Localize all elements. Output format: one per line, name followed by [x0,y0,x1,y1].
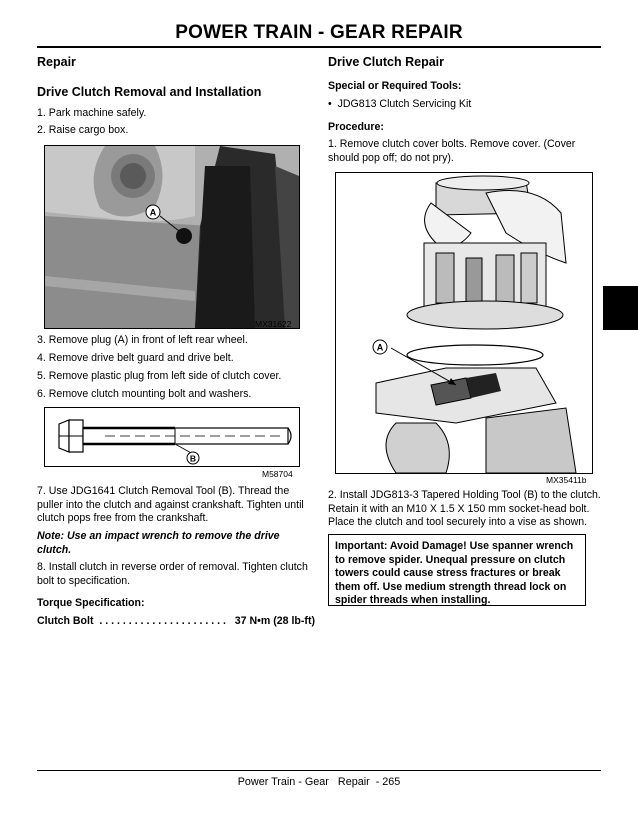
torque-heading: Torque Specification: [37,597,145,609]
step-4: 4. Remove drive belt guard and drive belt. [37,352,234,364]
warning-line-3: towers could cause stress fractures or break [335,567,561,579]
page-title: POWER TRAIN - GEAR REPAIR [175,22,463,43]
photo-rear-wheel-plug [44,145,300,329]
tool-list-item [328,98,471,112]
photo2-label: A [376,342,384,353]
note-line-1: Note: Use an impact wrench to remove the drive [37,530,280,542]
procedure-step-1-line-2: should pop off; do not pry). [328,151,454,164]
step-7-line-1: 7. Use JDG1641 Clutch Removal Tool (B). Thread the [37,485,290,497]
procedure-step-2 [328,489,601,530]
footer-rule [37,770,601,771]
photo-clutch-illustration [336,173,592,473]
important-warning-box [328,534,586,606]
warning-line-2: to remove spider. Unequal pressure on clutch [335,553,566,566]
warning-line-4: them off. Use medium strength thread lock on [335,580,567,593]
step-3: 3. Remove plug (A) in front of left rear wheel. [37,334,248,346]
step-2: 2. Raise cargo box. [37,124,129,136]
step-1: 1. Park machine safely. [37,107,147,119]
step-7-line-3: clutch pops free from the crankshaft. [37,512,209,525]
header-rule [37,46,601,48]
tools-heading: Special or Required Tools: [328,80,462,92]
bullet-icon: • [328,98,332,110]
procedure-step-2-line-3: Place the clutch and tool securely into a vise as shown. [328,516,588,529]
warning-line-1: Important: Avoid Damage! Use spanner wrench [335,540,574,552]
step-5: 5. Remove plastic plug from left side of clutch cover. [37,370,282,382]
photo1-caption: MX31622 [255,319,292,329]
procedure-heading: Procedure: [328,121,384,133]
bolt-figure [44,407,300,467]
step-8 [37,561,308,588]
step-7-line-2: puller into the clutch and against crankshaft. Tighten until [37,498,304,511]
procedure-step-1-line-1: 1. Remove clutch cover bolts. Remove cover. (Cover [328,138,576,150]
step-8-line-1: 8. Install clutch in reverse order of removal. Tighten clutch [37,561,308,573]
photo2-caption: MX35411b [546,475,587,485]
section-heading-drive-clutch-repair: Drive Clutch Repair [328,55,445,69]
bolt-label: B [189,453,197,464]
step-7 [37,485,304,526]
note-line-2: clutch. [37,543,72,556]
procedure-step-1 [328,138,575,165]
impact-wrench-note [37,530,280,557]
section-heading-repair: Repair [37,55,76,69]
photo-rear-wheel-illustration [45,146,299,328]
warning-line-5: spider threads when installing. [335,594,491,606]
subsection-heading: Drive Clutch Removal and Installation [37,85,262,99]
procedure-step-2-line-2: Retain it with an M10 X 1.5 X 150 mm socket-head bolt. [328,502,590,515]
page-footer: Power Train - Gear Repair - 265 [237,776,401,788]
photo-clutch-in-vise [335,172,593,474]
bolt-illustration [45,408,299,466]
procedure-step-2-line-1: 2. Install JDG813-3 Tapered Holding Tool (B) to the clutch. [328,489,601,501]
photo1-label: A [149,207,157,218]
section-thumb-tab [603,286,638,330]
step-8-line-2: bolt to specification. [37,574,131,587]
bolt-caption: M58704 [262,469,293,479]
step-6: 6. Remove clutch mounting bolt and washers. [37,388,252,400]
torque-spec-line: Clutch Bolt . . . . . . . . . . . . . . . . . . . . . . 37 N•m (28 lb-ft) [37,615,315,627]
tool-item-text: JDG813 Clutch Servicing Kit [337,98,472,110]
